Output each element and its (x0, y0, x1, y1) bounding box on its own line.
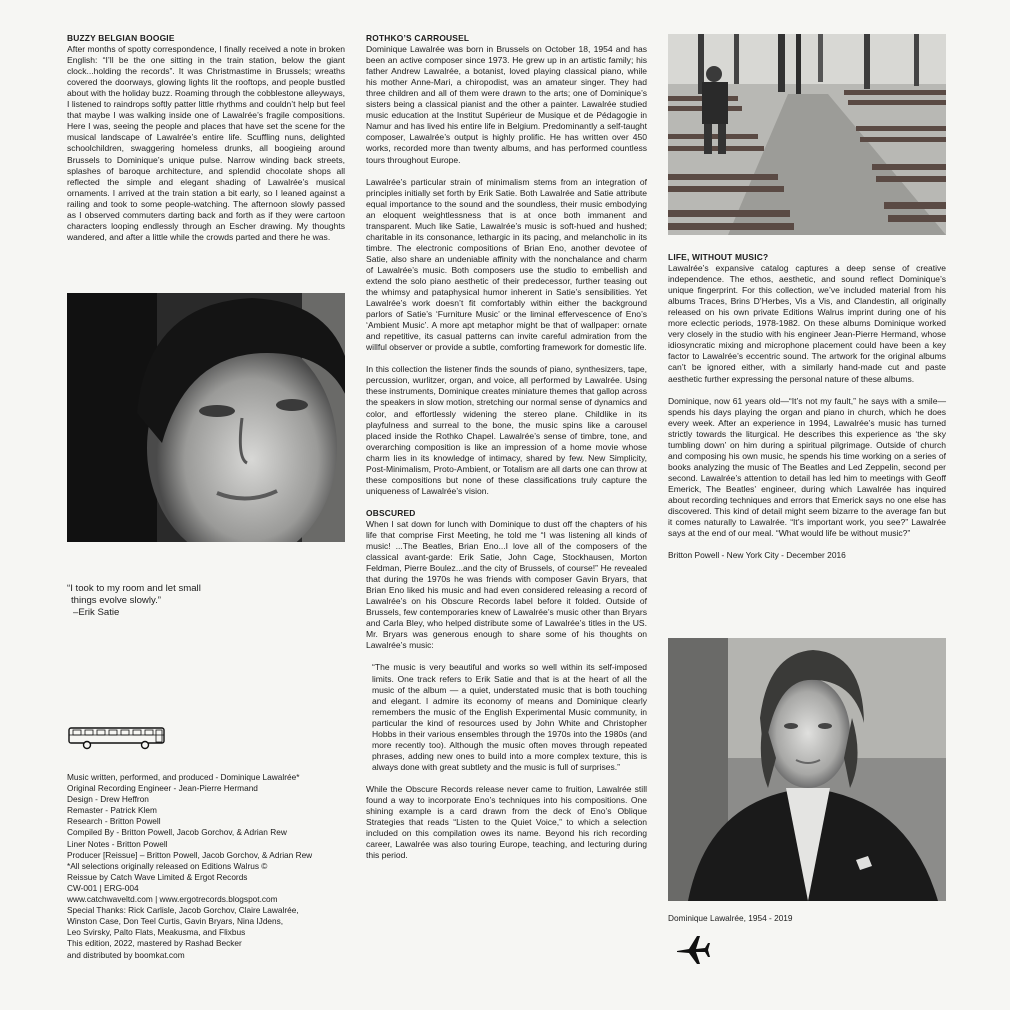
credits-list (67, 772, 357, 961)
satie-quote (67, 583, 201, 620)
quote-attribution: –Erik Satie (73, 607, 120, 619)
credit-line: CW-001 | ERG-004 (67, 882, 139, 893)
credit-line: This edition, 2022, mastered by Rashad Becker (67, 938, 242, 949)
column-1 (67, 33, 345, 254)
column-3 (668, 252, 946, 572)
credit-line: Design - Drew Heffron (67, 794, 149, 805)
quote-line: things evolve slowly.” (71, 595, 161, 607)
bus-icon (67, 726, 167, 750)
section-heading-rothkos-carrousel: ROTHKO’S CARROUSEL (366, 33, 470, 43)
credit-line: Original Recording Engineer - Jean-Pierre Hermand (67, 783, 258, 794)
section-heading-obscured: OBSCURED (366, 507, 416, 518)
column-2 (366, 33, 647, 872)
paragraph: Lawalrée’s expansive catalog captures a deep sense of creative independence. The ethos, aesthetic, and sound reflect Dominique’s unique fingerprint. For this collection, we’ve included material from his albums Traces, Brins D’Herbes, Vis a Vis, and Clandestin, all originally released on his own private Editions Walrus imprint during one of his more eclectic periods, 1978-1982. On these albums Dominique worked very closely in the studio with his engineer Jean-Pierre Hermand, whose idiosyncratic mixing and microphone placement could have been a key factor to Lawalrée’s eccentric sound. The artwork for the original albums can’t be ignored either, with a similarly hand-made cut and paste aesthetic further expressing the personal nature of these albums. (668, 263, 946, 384)
photo-caption: Dominique Lawalrée, 1954 - 2019 (668, 913, 793, 923)
credit-line: Music written, performed, and produced - Dominique Lawalrée* (67, 772, 300, 782)
section-heading-buzzy-belgian-boogie: BUZZY BELGIAN BOOGIE (67, 33, 175, 43)
credit-line: *All selections originally released on Editions Walrus © (67, 860, 268, 871)
quote-line: “I took to my room and let small (67, 583, 201, 594)
paragraph: Lawalrée’s particular strain of minimalism stems from an integration of principles initially set forth by Erik Satie. Both Lawalrée and Satie attribute equal importance to the sound and the soundless, their music embodying an eloquent weightlessness that is at once both immanent and transparent. Much like Satie, Lawalrée’s music is soft-hued and hushed; charitable in its consonance, lethargic in its pacing, and melancholic in its timbre. The electronic compositions of Brian Eno, another devotee of Satie, also share an undeniable affinity with the nonchalance and charm of Lawalrée’s music. Both composers use the studio to embellish and extend the solo piano aesthetic of their predecessor, further teasing out the whimsy and pataphysical humor inherent in Satie’s sensibilities. Yet Lawalrée’s work doesn’t fit comfortably within either the background parlors of Satie’s ‘Furniture Music’ or the liminal effervescence of Eno’s ‘Ambient Music’. A more apt metaphor might be that of wallpaper: ornate and repetitive, its casual patterns can invite careful admiration from the willful observer or provide a subtle, comforting framework for domestic life. (366, 176, 647, 353)
paragraph: When I sat down for lunch with Dominique to dust off the chapters of his life that comprise First Meeting, he told me “I was listening all kinds of music! ...The Beatles, Brian Eno...I love all of the composers of the classical avant-garde: Erik Satie, John Cage, Stockhausen, Morton Feldman, Pierre Boulez...and the city of Brussels, of course!” He revealed that during the 1970s he was friends with composer Gavin Bryars, that Brian Eno liked his music and had even considered releasing a record of Lawalrée’s on his Obscure Records label before it folded. Outside of Brussels, few contemporaries knew of Lawalrée’s music other than Bryars and Carla Bley, who helped distribute some of Lawalrée’s titles in the US. Mr. Bryars was generous enough to share some of his thoughts on Lawalrée’s music: (366, 518, 647, 651)
credit-line: Producer [Reissue] – Britton Powell, Jacob Gorchov, & Adrian Rew (67, 849, 313, 860)
bryars-blockquote: “The music is very beautiful and works so well within its self-imposed limits. One track refers to Erik Satie and that is at the heart of all the music of the album — a quiet, understated music that is both touching and elegant. I admire its economy of means and Dominique clearly remembers the music of the English Experimental Music community, in particular the kind of resources used by John White and Christopher Hobbs in their various ensembles through the 1970s into the 1980s (and more recently too). Although the music often moves through repeated phrases, adding new ones to build into a more complex texture, this is always done with great subtlety and the music is full of surprises.” (372, 662, 647, 772)
airplane-icon (675, 932, 711, 966)
credit-line: Compiled By - Britton Powell, Jacob Gorchov, & Adrian Rew (67, 827, 287, 838)
credit-line: Winston Case, Don Teel Curtis, Gavin Bryars, Nina IJdens, (67, 916, 284, 927)
credit-line: Liner Notes - Britton Powell (67, 838, 168, 849)
credit-line: Leo Svirsky, Palto Flats, Meakusma, and Flixbus (67, 927, 246, 938)
park-benches-photo (668, 34, 946, 235)
credit-line: Reissue by Catch Wave Limited & Ergot Records (67, 871, 248, 882)
credit-line: and distributed by boomkat.com (67, 949, 185, 960)
credit-line: www.catchwaveltd.com | www.ergotrecords.blogspot.com (67, 894, 278, 905)
paragraph: After months of spotty correspondence, I finally received a note in broken English: “I’ll be the one sitting in the train station, below the giant clock...holding the records”. It was Christmastime in Brussels; wreaths covered the doorways, glowing lights lit the rooftops, and people bustled about with the holiday buzz. Roaming through the cobblestone alleyways, I listened to raindrops softly patter little rhythms and couldn’t help but feel that maybe I was walking inside one of Lawalrée’s fragile compositions. Here I was, seeing the people and places that have set the scene for the musical landscape of Lawalrée’s entire life. Scuffling nuns, delighted schoolchildren, swaggering homeless drunks, all boogieing around Brussels to Dominique’s unique pulse. Narrow winding back streets, splashes of baroque architecture, and splendid chocolate shops all reflected the simple and elegant shading of Lawalrée’s musical ornaments. I arrived at the train station a bit early, so I leaned against a railing and took to some people-watching. The afternoon slowly passed as I observed commuters darting back and forth as if they were cartoon characters looping endlessly through an Escher drawing. My thoughts wandered, and after a little while the crowds parted and there he was. (67, 44, 345, 242)
credit-line: Research - Britton Powell (67, 816, 161, 827)
author-signoff: Britton Powell - New York City - December 2016 (668, 550, 846, 561)
portrait-photo-older (668, 638, 946, 901)
credit-line: Special Thanks: Rick Carlisle, Jacob Gorchov, Claire Lawalrée, (67, 905, 299, 916)
paragraph: Dominique Lawalrée was born in Brussels on October 18, 1954 and has been an active composer since 1973. He grew up in an artistic family; his father Andrew Lawalrée, a botanist, loved playing classical piano, while his mother Anne-Mari, a chiropodist, was an amateur singer. They had three children and all of them were drawn to the arts; one of Dominique’s sisters being a classical pianist and the other a painter. Lawalrée studied music education at the Institut Supérieur de Musique et de Pédagogie in Namur and has lived his entire life in Belgium. Predominantly a self-taught composer, Lawalrée’s output is highly prolific. He has written over 450 works, recorded more than twenty albums, and has performed countless tours throughout Europe. (366, 44, 647, 165)
portrait-photo-young (67, 293, 345, 542)
section-heading-life-without-music: LIFE, WITHOUT MUSIC? (668, 252, 769, 262)
paragraph: While the Obscure Records release never came to fruition, Lawalrée still found a way to incorporate Eno’s techniques into his compositions. One shining example is a card drawn from the deck of Eno’s Oblique Strategies that reads “Listen to the Quiet Voice,” to which a selection included on this compilation owes its name. Beyond his rich recording career, Lawalrée was also touring Europe, teaching, and lecturing during this period. (366, 783, 647, 861)
paragraph: In this collection the listener finds the sounds of piano, synthesizers, tape, percussion, wurlitzer, organ, and voice, all performed by Lawalrée. Using these instruments, Dominique creates miniature themes that gallop across the speakers in slow motion, stretching our normal sense of dynamics and color, and effortlessly widening the stereo plane. Childlike in its playfulness and surreal to the bone, the music spins like a carousel placed inside the Rothko Chapel. Lawalrée’s sense of timbre, tone, and overarching composition is like an impression of a home movie whose charm lies in its knowledge of intimacy, shared by few. New Simplicity, Post-Minimalism, Proto-Ambient, or Totalism are all darts one can throw at these compositions but none of these classifications truly capture the uniqueness of Lawalrée’s vision. (366, 364, 647, 496)
credit-line: Remaster - Patrick Klem (67, 805, 157, 816)
paragraph: Dominique, now 61 years old—“It’s not my fault,” he says with a smile—spends his days playing the organ and piano in church, which he does every week. After an experience in 1994, Lawalrée’s music has turned strictly towards the liturgical. He describes this experience as ‘the sky tumbling down’ on him during a spiritual pilgrimage. Outside of church and composing his own music, he spends his time working on a series of books analyzing the music of The Beatles and Led Zeppelin, second per second. Lawalrée’s attention to detail has led him to meetings with Geoff Emerick, The Beatles’ engineer, during which Lawalrée has inquired about recording techniques and errors that Emerick says no one else has discovered. This kind of detail might seem bizarre to the average fan but it comes naturally to Lawalrée. “It’s important work, you see?” Lawalrée says at the end of our meal. “What would life be without music?” (668, 395, 946, 539)
